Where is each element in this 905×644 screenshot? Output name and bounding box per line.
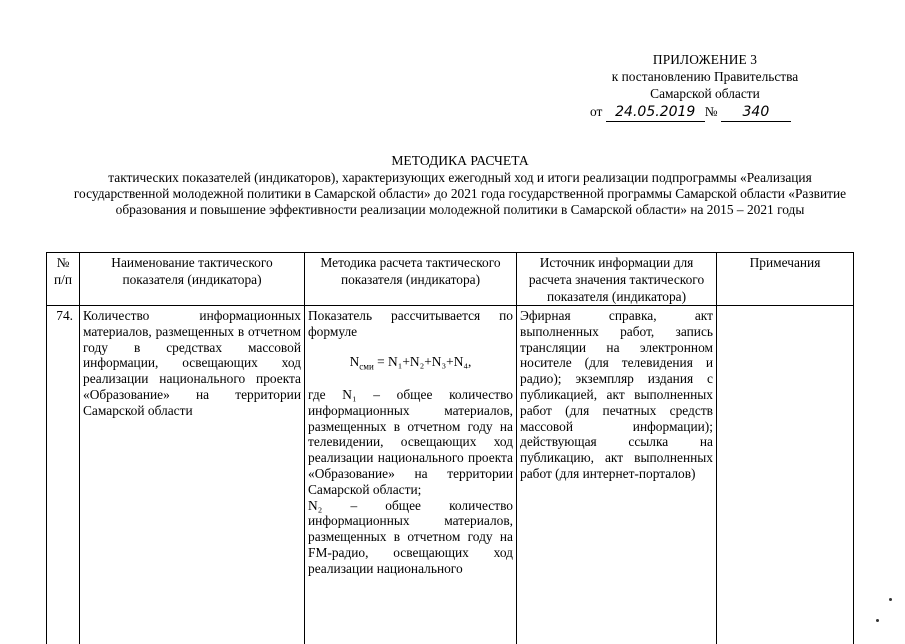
appendix-line-2: Самарской области <box>590 86 820 103</box>
row-method <box>305 306 517 644</box>
table-header-row <box>47 253 854 306</box>
header-notes: Примечания <box>717 253 854 306</box>
method-n1-description: где N₁ – общее количество информационных материалов, размещенных в отчетном году на телевидении, освещающих ход реализации национального проекта «Образование» на территории Самарской области; <box>308 387 513 498</box>
header-number: № п/п <box>47 253 80 306</box>
from-label: от <box>590 104 602 119</box>
header-method: Методика расчета тактического показателя (индикатора) <box>305 253 517 306</box>
handwritten-number: 340 <box>721 105 791 122</box>
handwritten-date: 24.05.2019 <box>606 105 705 122</box>
method-n2-description: N₂ – общее количество информационных материалов, размещенных в отчетном году на FM-радио, освещающих ход реализации национального <box>308 498 513 577</box>
document-heading <box>70 153 850 218</box>
indicators-table <box>46 252 854 644</box>
appendix-line-1: к постановлению Правительства <box>590 69 820 86</box>
scan-speck <box>876 619 879 622</box>
scan-speck <box>889 598 892 601</box>
row-notes <box>717 306 854 644</box>
method-intro: Показатель рассчитывается по формуле <box>308 308 513 340</box>
appendix-date-number-line <box>590 104 791 121</box>
header-indicator-name: Наименование тактического показателя (индикатора) <box>80 253 305 306</box>
row-number: 74. <box>47 306 80 644</box>
header-source: Источник информации для расчета значения тактического показателя (индикатора) <box>517 253 717 306</box>
appendix-block <box>590 52 820 103</box>
document-subtitle: тактических показателей (индикаторов), характеризующих ежегодный ход и итоги реализации подпрограммы «Реализация государственной молодежной политики в Самарской области» до 2021 года государственной программы Самарской области «Развитие образования и повышение эффективности реализации молодежной политики в Самарской области» на 2015 – 2021 годы <box>70 170 850 218</box>
table-row <box>47 306 854 644</box>
appendix-title: ПРИЛОЖЕНИЕ 3 <box>590 52 820 69</box>
number-label: № <box>705 104 718 119</box>
method-formula: $N_{сми} = N_1+N_2+N_3+N_4$, <box>308 354 513 375</box>
row-indicator-name: Количество информационных материалов, размещенных в отчетном году в средствах массовой информации, освещающих ход реализации национального проекта «Образование» на территории Самарской области <box>80 306 305 644</box>
row-source: Эфирная справка, акт выполненных работ, запись трансляции на электронном носителе (для телевидения и радио); экземпляр издания с публикацией, акт выполненных работ (для печатных средств массовой информации); действующая ссылка на публикацию, акт выполненных работ (для интернет-порталов) <box>517 306 717 644</box>
document-title: МЕТОДИКА РАСЧЕТА <box>70 153 850 170</box>
